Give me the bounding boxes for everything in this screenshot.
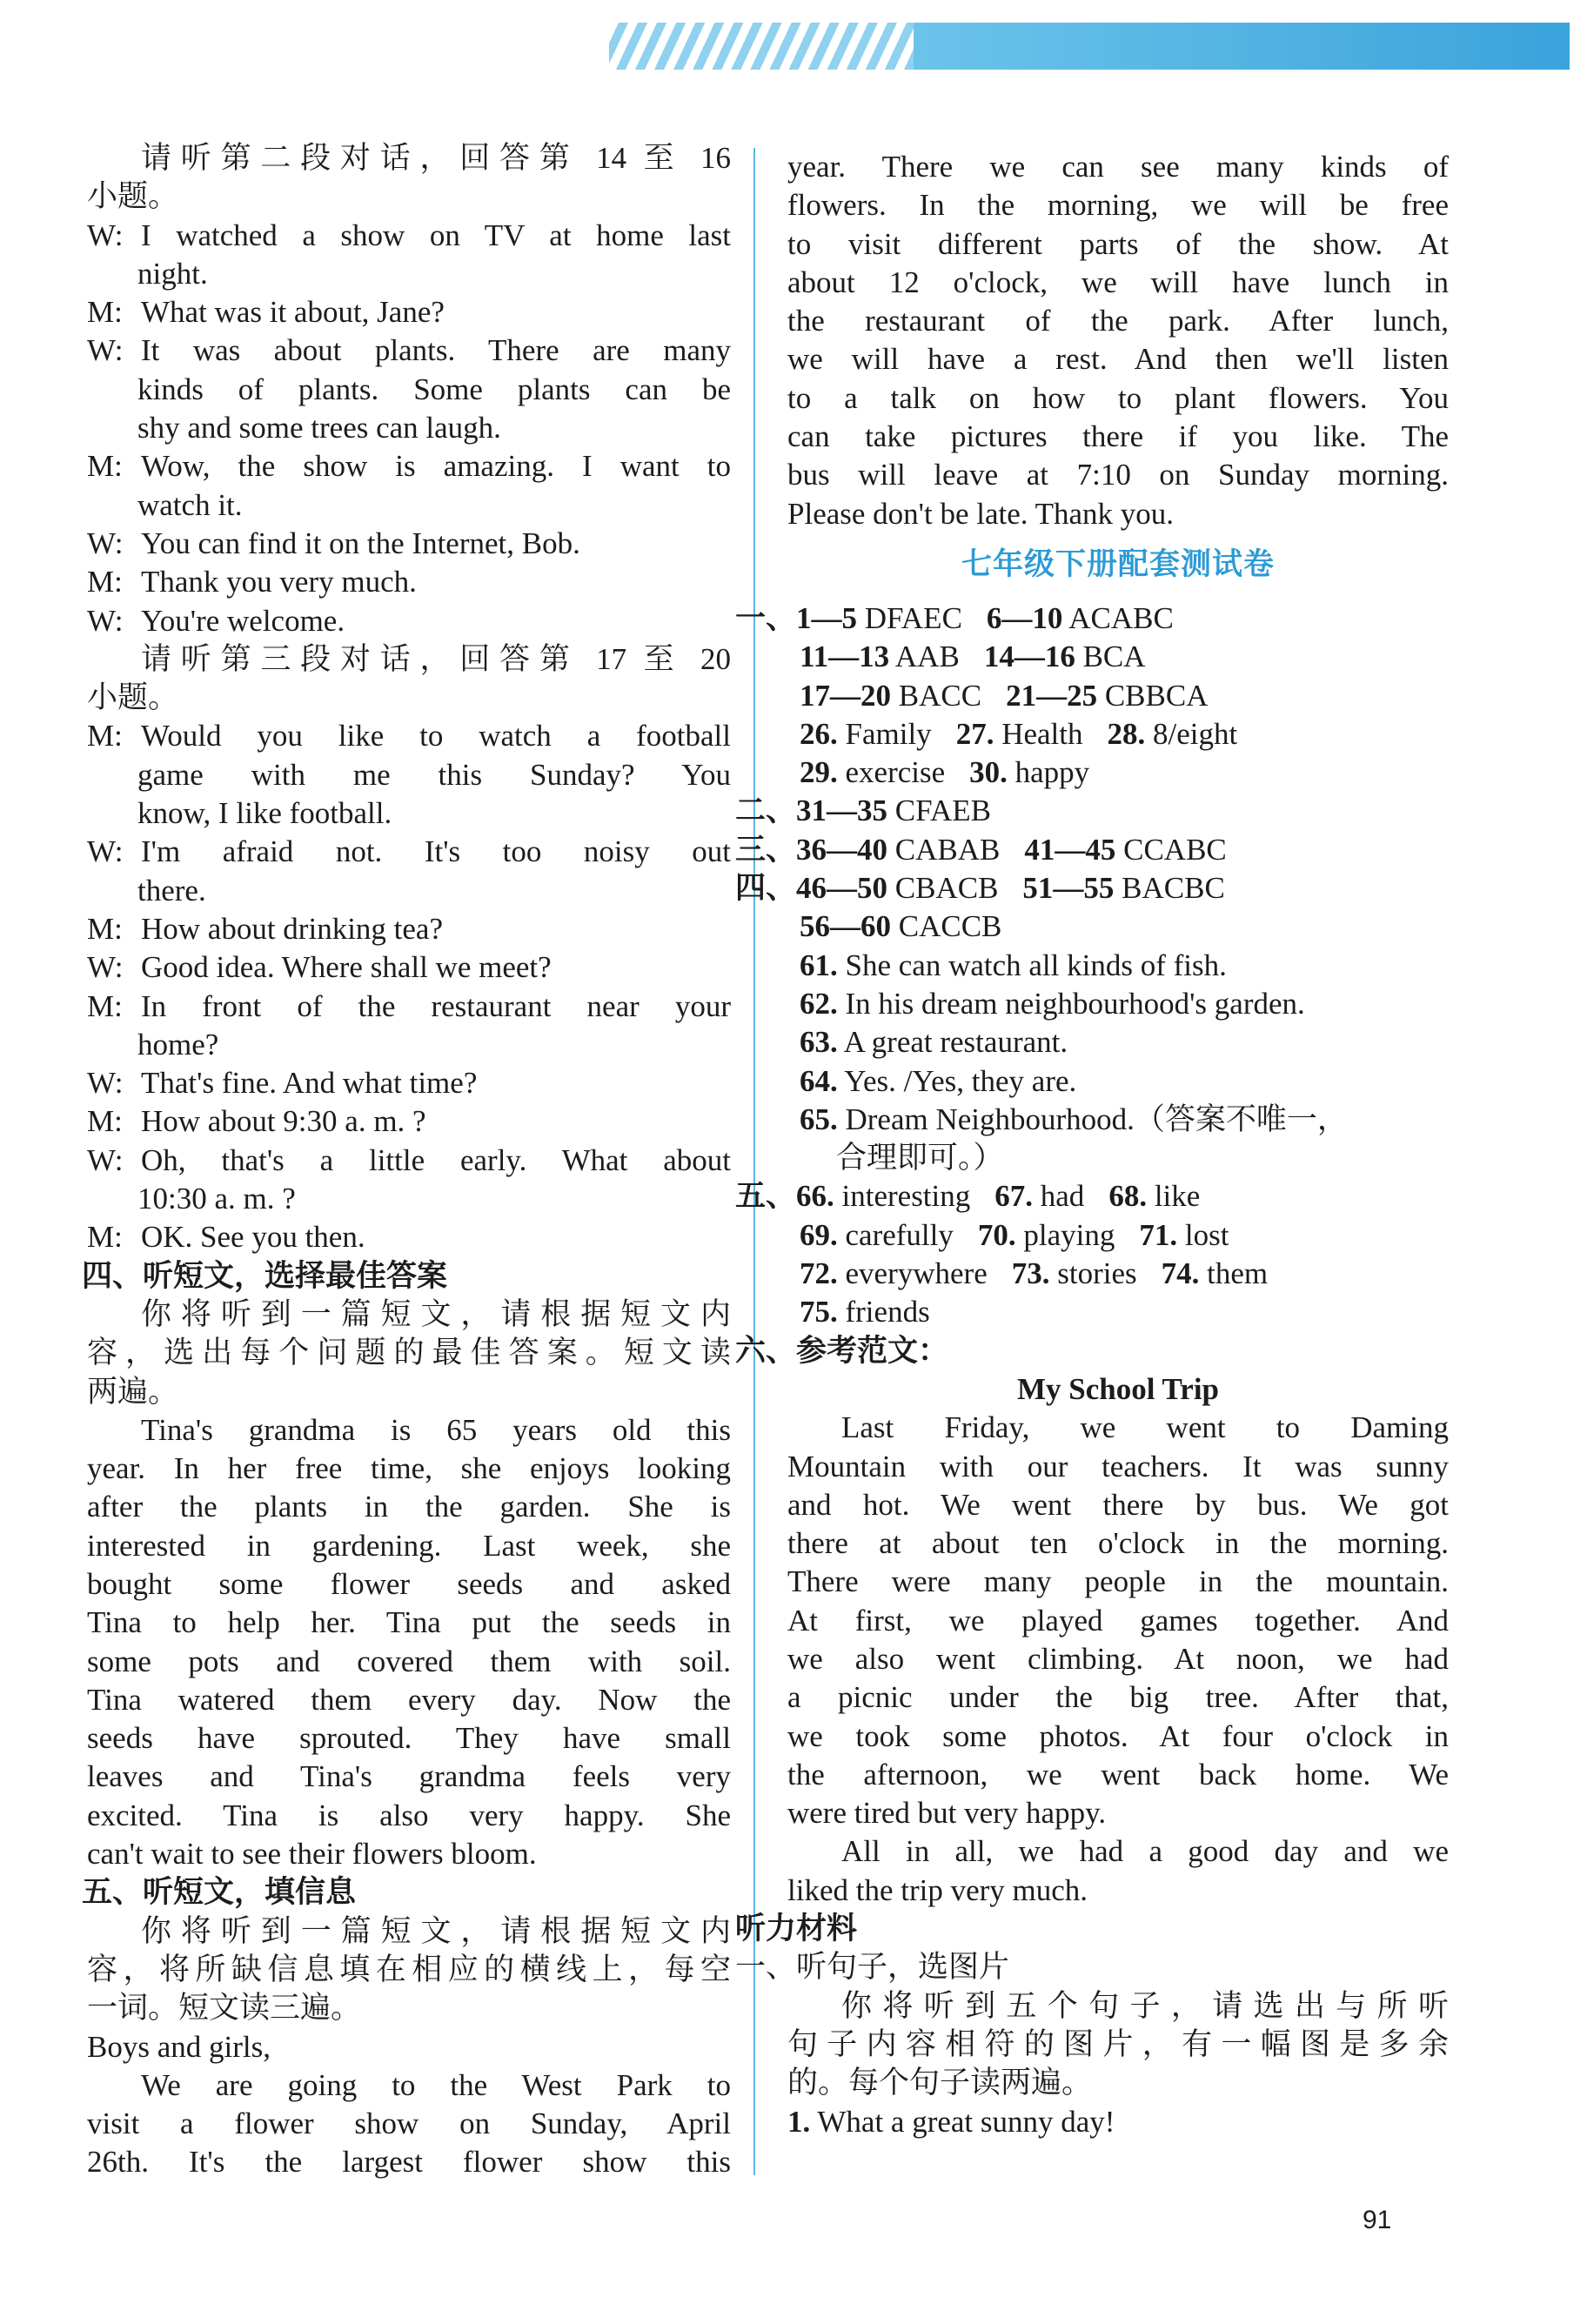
listening-part1-body bbox=[735, 1987, 1449, 2141]
num: 71. bbox=[1139, 1217, 1178, 1252]
dialogue-line bbox=[87, 602, 731, 640]
part4-instructions: 容，选出每个问题的最佳答案。短文读 bbox=[87, 1336, 731, 1370]
speaker: W: bbox=[87, 1142, 124, 1177]
passage-line: Tina to help her. Tina put the seeds in bbox=[87, 1605, 731, 1640]
dialogue-line bbox=[87, 525, 731, 563]
answer: CBACB bbox=[894, 871, 999, 906]
answer: Family bbox=[845, 716, 932, 751]
answer: Health bbox=[1001, 716, 1083, 751]
passage-line: to a talk on how to plant flowers. You bbox=[787, 380, 1449, 415]
sentence-text: What a great sunny day! bbox=[817, 2104, 1115, 2139]
speaker: M: bbox=[87, 719, 123, 753]
dialogue3-intro-cont: 小题。 bbox=[87, 680, 179, 715]
answer: exercise bbox=[845, 755, 946, 790]
dialogue-line bbox=[87, 447, 731, 486]
line-text: watch it. bbox=[137, 487, 243, 522]
passage-line: flowers. In the morning, we will be free bbox=[787, 188, 1449, 223]
answer-row bbox=[735, 1255, 1449, 1293]
speaker: W: bbox=[87, 950, 124, 985]
dialogue3-intro: 请听第三段对话，回答第 17 至 20 bbox=[141, 641, 731, 676]
answer: playing bbox=[1023, 1217, 1115, 1252]
num: 72. bbox=[800, 1256, 838, 1291]
speaker: W: bbox=[87, 834, 124, 869]
answer-row bbox=[735, 1062, 1449, 1101]
num: 66. bbox=[796, 1179, 834, 1214]
passage-line: Please don't be late. Thank you. bbox=[787, 496, 1175, 531]
dialogue-line bbox=[87, 988, 731, 1026]
passage-line: bought some flower seeds and asked bbox=[87, 1566, 731, 1601]
num: 73. bbox=[1011, 1256, 1050, 1291]
answer-row bbox=[735, 985, 1449, 1023]
speaker: W: bbox=[87, 333, 124, 368]
dialogue-line bbox=[87, 332, 731, 370]
part5-instructions: 容，将所缺信息填在相应的横线上，每空 bbox=[87, 1952, 731, 1986]
listening-sentence bbox=[787, 2103, 1449, 2141]
answer-row bbox=[735, 1023, 1449, 1062]
passage-line: Tina's grandma is 65 years old this bbox=[141, 1412, 731, 1447]
range: 14—16 bbox=[983, 640, 1075, 674]
line-text: I'm afraid not. It's too noisy out bbox=[141, 834, 731, 869]
line-text: You're welcome. bbox=[141, 603, 345, 638]
answer: BCA bbox=[1082, 640, 1146, 674]
speaker: W: bbox=[87, 1066, 124, 1101]
answer: stories bbox=[1057, 1256, 1137, 1291]
dialogue-line bbox=[87, 1218, 731, 1256]
answer-row bbox=[735, 1101, 1449, 1139]
line-text: Thank you very much. bbox=[141, 565, 417, 599]
part5-instructions: 一词。短文读三遍。 bbox=[87, 1991, 362, 2026]
passage-line: to visit different parts of the show. At bbox=[787, 226, 1449, 261]
num: 61. bbox=[800, 948, 838, 982]
essay-title: My School Trip bbox=[1016, 1371, 1220, 1406]
answer-row bbox=[735, 638, 1449, 676]
speaker: M: bbox=[87, 911, 123, 946]
range: 36—40 bbox=[796, 832, 888, 867]
essay-line: There were many people in the mountain. bbox=[787, 1564, 1449, 1599]
answer: 8/eight bbox=[1152, 716, 1238, 751]
passage-line: interested in gardening. Last week, she bbox=[87, 1528, 731, 1563]
speaker: M: bbox=[87, 1220, 123, 1255]
num: 26. bbox=[800, 716, 838, 751]
essay-line: and hot. We went there by bus. We got bbox=[787, 1487, 1449, 1522]
part-label: 四、 bbox=[735, 871, 797, 906]
line-text: night. bbox=[137, 256, 208, 291]
num: 74. bbox=[1161, 1256, 1200, 1291]
range: 56—60 bbox=[800, 909, 891, 944]
essay-line: a picnic under the big tree. After that, bbox=[787, 1680, 1449, 1715]
passage-line: can take pictures there if you like. The bbox=[787, 419, 1449, 454]
page-number: 91 bbox=[1363, 2206, 1392, 2234]
dialogue2-intro: 请听第二段对话，回答第 14 至 16 bbox=[141, 141, 731, 175]
answer: carefully bbox=[845, 1217, 954, 1252]
essay-line: All in all, we had a good day and we bbox=[841, 1834, 1449, 1869]
essay-line: were tired but very happy. bbox=[787, 1796, 1107, 1831]
listening-section bbox=[735, 1910, 1449, 2141]
part-label: 六、参考范文： bbox=[735, 1333, 949, 1368]
answer: A great restaurant. bbox=[843, 1025, 1068, 1060]
line-text: How about 9:30 a. m. ? bbox=[141, 1104, 426, 1139]
left-column bbox=[82, 139, 731, 2182]
answer-row bbox=[735, 715, 1449, 753]
dialogue-line bbox=[87, 833, 731, 871]
speaker: M: bbox=[87, 988, 123, 1023]
dialogue-line bbox=[87, 1102, 731, 1141]
part-label: 三、 bbox=[735, 832, 797, 867]
answer: like bbox=[1154, 1179, 1201, 1214]
line-text: I watched a show on TV at home last bbox=[141, 218, 731, 252]
essay-line: the afternoon, we went back home. We bbox=[787, 1757, 1449, 1792]
line-text: Oh, that's a little early. What about bbox=[141, 1142, 731, 1177]
speaker: W: bbox=[87, 526, 124, 560]
answer: In his dream neighbourhood's garden. bbox=[845, 986, 1305, 1021]
num: 30. bbox=[969, 755, 1008, 790]
right-column bbox=[735, 148, 1449, 2141]
line-text: game with me this Sunday? You bbox=[137, 757, 731, 792]
answer-row bbox=[735, 753, 1449, 792]
line-text: That's fine. And what time? bbox=[141, 1066, 478, 1101]
listening-heading: 听力材料 bbox=[735, 1912, 858, 1946]
passage-line: after the plants in the garden. She is bbox=[87, 1490, 731, 1524]
answer: BACC bbox=[898, 678, 982, 713]
line-text: home? bbox=[137, 1027, 219, 1062]
passage-line: the restaurant of the park. After lunch, bbox=[787, 304, 1449, 338]
dialogue2-intro-cont: 小题。 bbox=[87, 179, 179, 214]
part-label: 一、 bbox=[735, 600, 797, 635]
essay-line: we took some photos. At four o'clock in bbox=[787, 1718, 1449, 1753]
section-title: 七年级下册配套测试卷 bbox=[961, 546, 1275, 582]
range: 6—10 bbox=[986, 600, 1063, 635]
answer: had bbox=[1040, 1179, 1085, 1214]
essay-line: At first, we played games together. And bbox=[787, 1603, 1449, 1638]
answer: everywhere bbox=[845, 1256, 988, 1291]
range: 17—20 bbox=[800, 678, 891, 713]
essay-line: Mountain with our teachers. It was sunny bbox=[787, 1449, 1449, 1483]
answer-row bbox=[735, 1332, 1449, 1370]
line-text: OK. See you then. bbox=[141, 1220, 365, 1255]
passage-line: some pots and covered them with soil. bbox=[87, 1644, 731, 1678]
speaker: M: bbox=[87, 565, 123, 599]
line-text: How about drinking tea? bbox=[141, 911, 443, 946]
num: 62. bbox=[800, 986, 838, 1021]
dialogue-line bbox=[87, 293, 731, 332]
num: 27. bbox=[955, 716, 994, 751]
line-text: shy and some trees can laugh. bbox=[137, 411, 501, 445]
num: 75. bbox=[800, 1295, 838, 1329]
passage-line: we will have a rest. And then we'll listen bbox=[787, 342, 1449, 377]
num: 63. bbox=[800, 1025, 838, 1060]
answer-row bbox=[735, 599, 1449, 638]
instructions-line: 的。每个句子读两遍。 bbox=[787, 2066, 1093, 2100]
answer-row bbox=[735, 1293, 1449, 1331]
answer: CFAEB bbox=[894, 794, 991, 828]
dialogue-line bbox=[87, 1142, 731, 1180]
answer: Dream Neighbourhood.（答案不唯一， bbox=[845, 1102, 1348, 1136]
answer-row bbox=[735, 677, 1449, 715]
num: 29. bbox=[800, 755, 838, 790]
passage-line: excited. Tina is also very happy. She bbox=[87, 1798, 731, 1832]
line-text: It was about plants. There are many bbox=[141, 333, 731, 368]
dialogue-line bbox=[87, 910, 731, 948]
passage-line: Tina watered them every day. Now the bbox=[87, 1682, 731, 1717]
line-text: What was it about, Jane? bbox=[141, 295, 445, 330]
passage-line: year. There we can see many kinds of bbox=[787, 150, 1449, 184]
answer-row bbox=[735, 831, 1449, 869]
num: 65. bbox=[800, 1102, 838, 1136]
num: 69. bbox=[800, 1217, 838, 1252]
range: 51—55 bbox=[1022, 871, 1115, 906]
passage-line: 26th. It's the largest flower show this bbox=[87, 2145, 731, 2180]
banner-bar bbox=[914, 23, 1570, 70]
listening-part1-heading: 一、听句子，选图片 bbox=[735, 1950, 1010, 1985]
line-text: there. bbox=[137, 873, 206, 907]
passage-line: can't wait to see their flowers bloom. bbox=[87, 1837, 537, 1872]
dialogue-line bbox=[87, 563, 731, 601]
answer-row bbox=[735, 1216, 1449, 1255]
range: 41—45 bbox=[1024, 832, 1116, 867]
part-label: 五、 bbox=[735, 1179, 797, 1214]
answer: CCABC bbox=[1123, 832, 1227, 867]
essay-line: there at about ten o'clock in the morning. bbox=[787, 1526, 1449, 1561]
range: 31—35 bbox=[796, 794, 888, 828]
range: 11—13 bbox=[800, 640, 890, 674]
answer: 合理即可。） bbox=[836, 1141, 1004, 1175]
answer: She can watch all kinds of fish. bbox=[845, 948, 1227, 982]
line-text: Good idea. Where shall we meet? bbox=[141, 950, 552, 985]
answer-row bbox=[735, 907, 1449, 946]
line-text: kinds of plants. Some plants can be bbox=[137, 372, 731, 406]
part4-instructions: 你将听到一篇短文，请根据短文内 bbox=[141, 1296, 731, 1331]
part-label: 二、 bbox=[735, 794, 797, 828]
passage-line: bus will leave at 7:10 on Sunday morning. bbox=[787, 458, 1449, 492]
num: 70. bbox=[977, 1217, 1016, 1252]
line-text: In front of the restaurant near your bbox=[141, 988, 731, 1023]
answer-row bbox=[735, 1177, 1449, 1216]
banner-stripes bbox=[609, 23, 922, 70]
instructions-line: 你将听到五个句子，请选出与所听 bbox=[841, 1988, 1449, 2023]
part5-heading: 五、听短文，填信息 bbox=[82, 1875, 357, 1910]
answer: AAB bbox=[894, 640, 960, 674]
speaker: M: bbox=[87, 1104, 123, 1139]
line-text: You can find it on the Internet, Bob. bbox=[141, 526, 580, 560]
range: 1—5 bbox=[796, 600, 858, 635]
answer: them bbox=[1207, 1256, 1269, 1291]
instructions-line: 句子内容相符的图片，有一幅图是多余 bbox=[787, 2026, 1449, 2061]
range: 46—50 bbox=[796, 871, 888, 906]
answer: Yes. /Yes, they are. bbox=[844, 1063, 1077, 1098]
passage-line: leaves and Tina's grandma feels very bbox=[87, 1759, 731, 1794]
passage-line: about 12 o'clock, we will have lunch in bbox=[787, 265, 1449, 299]
answer: friends bbox=[845, 1295, 930, 1329]
part5-instructions: 你将听到一篇短文，请根据短文内 bbox=[141, 1913, 731, 1948]
dialogue-line bbox=[87, 1064, 731, 1102]
passage-line: We are going to the West Park to bbox=[141, 2067, 731, 2102]
speaker: M: bbox=[87, 295, 123, 330]
line-text: know, I like football. bbox=[137, 796, 392, 831]
answer: BACBC bbox=[1122, 871, 1225, 906]
passage-line: year. In her free time, she enjoys looking bbox=[87, 1451, 731, 1486]
answer-row bbox=[735, 792, 1449, 830]
dialogue-line bbox=[87, 948, 731, 987]
part4-instructions: 两遍。 bbox=[87, 1374, 179, 1409]
speaker: M: bbox=[87, 449, 123, 484]
answer-key bbox=[735, 599, 1449, 1370]
answer: happy bbox=[1014, 755, 1090, 790]
line-text: Would you like to watch a football bbox=[141, 719, 731, 753]
dialogue-line bbox=[87, 217, 731, 255]
line-text: 10:30 a. m. ? bbox=[137, 1182, 296, 1216]
essay-line: liked the trip very much. bbox=[787, 1872, 1088, 1907]
line-text: Wow, the show is amazing. I want to bbox=[141, 449, 731, 484]
range: 21—25 bbox=[1006, 678, 1098, 713]
num: 64. bbox=[800, 1063, 838, 1098]
num: 68. bbox=[1108, 1179, 1148, 1214]
answer: CACCB bbox=[898, 909, 1002, 944]
passage-line: visit a flower show on Sunday, April bbox=[87, 2106, 731, 2141]
essay-line: we also went climbing. At noon, we had bbox=[787, 1641, 1449, 1676]
header-banner bbox=[609, 23, 1570, 70]
answer-row bbox=[735, 869, 1449, 907]
passage-line: seeds have sprouted. They have small bbox=[87, 1721, 731, 1756]
part4-heading: 四、听短文，选择最佳答案 bbox=[82, 1258, 448, 1293]
answer: DFAEC bbox=[864, 600, 962, 635]
answer: interesting bbox=[841, 1179, 971, 1214]
answer-row bbox=[735, 947, 1449, 985]
dialogue-line bbox=[87, 717, 731, 755]
answer: CBBCA bbox=[1104, 678, 1209, 713]
num: 67. bbox=[994, 1179, 1034, 1214]
answer: CABAB bbox=[894, 832, 1001, 867]
speaker: W: bbox=[87, 218, 124, 252]
essay-line: Last Friday, we went to Daming bbox=[841, 1410, 1449, 1445]
num: 1. bbox=[787, 2104, 811, 2139]
part5-greeting: Boys and girls, bbox=[87, 2029, 271, 2064]
speaker: W: bbox=[87, 603, 124, 638]
answer: ACABC bbox=[1068, 600, 1174, 635]
answer: lost bbox=[1184, 1217, 1229, 1252]
num: 28. bbox=[1107, 716, 1146, 751]
